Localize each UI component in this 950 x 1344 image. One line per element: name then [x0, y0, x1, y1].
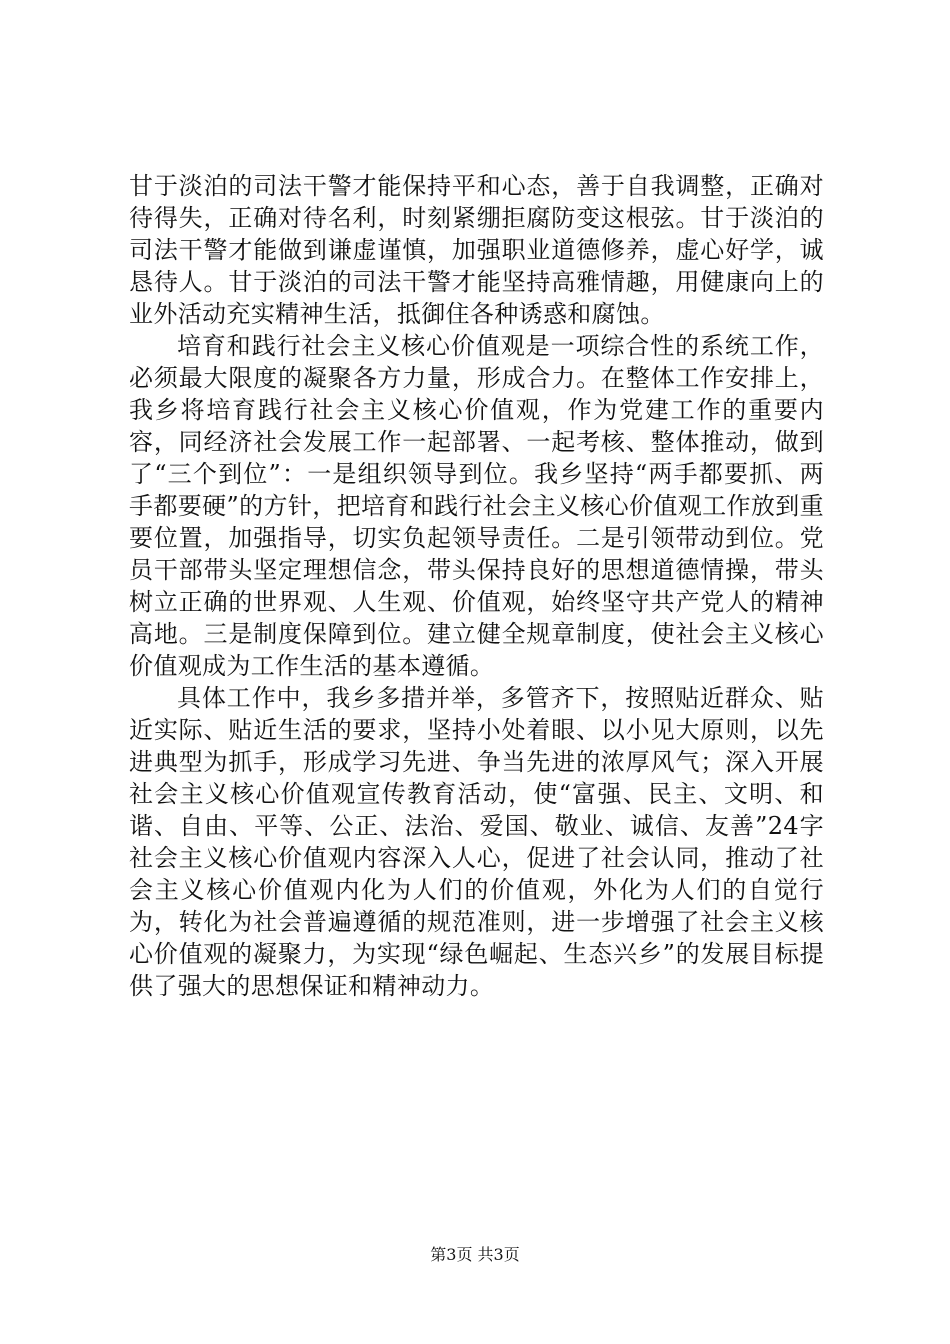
- paragraph-1: 甘于淡泊的司法干警才能保持平和心态，善于自我调整，正确对待得失，正确对待名利，时刻紧绷拒腐防变这根弦。甘于淡泊的司法干警才能做到谦虚谨慎，加强职业道德修养，虚心好学，诚恳待人。甘于淡泊的司法干警才能坚持高雅情趣，用健康向上的业外活动充实精神生活，抵御住各种诱惑和腐蚀。: [129, 172, 824, 328]
- document-body: [129, 170, 824, 1002]
- paragraph-3: 具体工作中，我乡多措并举，多管齐下，按照贴近群众、贴近实际、贴近生活的要求，坚持小处着眼、以小见大原则，以先进典型为抓手，形成学习先进、争当先进的浓厚风气；深入开展社会主义核心价值观宣传教育活动，使“富强、民主、文明、和谐、自由、平等、公正、法治、爱国、敬业、诚信、友善”24字社会主义核心价值观内容深入人心，促进了社会认同，推动了社会主义核心价值观内化为人们的价值观，外化为人们的自觉行为，转化为社会普遍遵循的规范准则，进一步增强了社会主义核心价值观的凝聚力，为实现“绿色崛起、生态兴乡”的发展目标提供了强大的思想保证和精神动力。: [129, 684, 824, 1000]
- page-footer: 第3页 共3页: [430, 1245, 520, 1264]
- paragraph-2: 培育和践行社会主义核心价值观是一项综合性的系统工作，必须最大限度的凝聚各方力量，形成合力。在整体工作安排上，我乡将培育践行社会主义核心价值观，作为党建工作的重要内容，同经济社会发展工作一起部署、一起考核、整体推动，做到了“三个到位”：一是组织领导到位。我乡坚持“两手都要抓、两手都要硬”的方针，把培育和践行社会主义核心价值观工作放到重要位置，加强指导，切实负起领导责任。二是引领带动到位。党员干部带头坚定理想信念，带头保持良好的思想道德情操，带头树立正确的世界观、人生观、价值观，始终坚守共产党人的精神高地。三是制度保障到位。建立健全规章制度，使社会主义核心价值观成为工作生活的基本遵循。: [129, 332, 824, 680]
